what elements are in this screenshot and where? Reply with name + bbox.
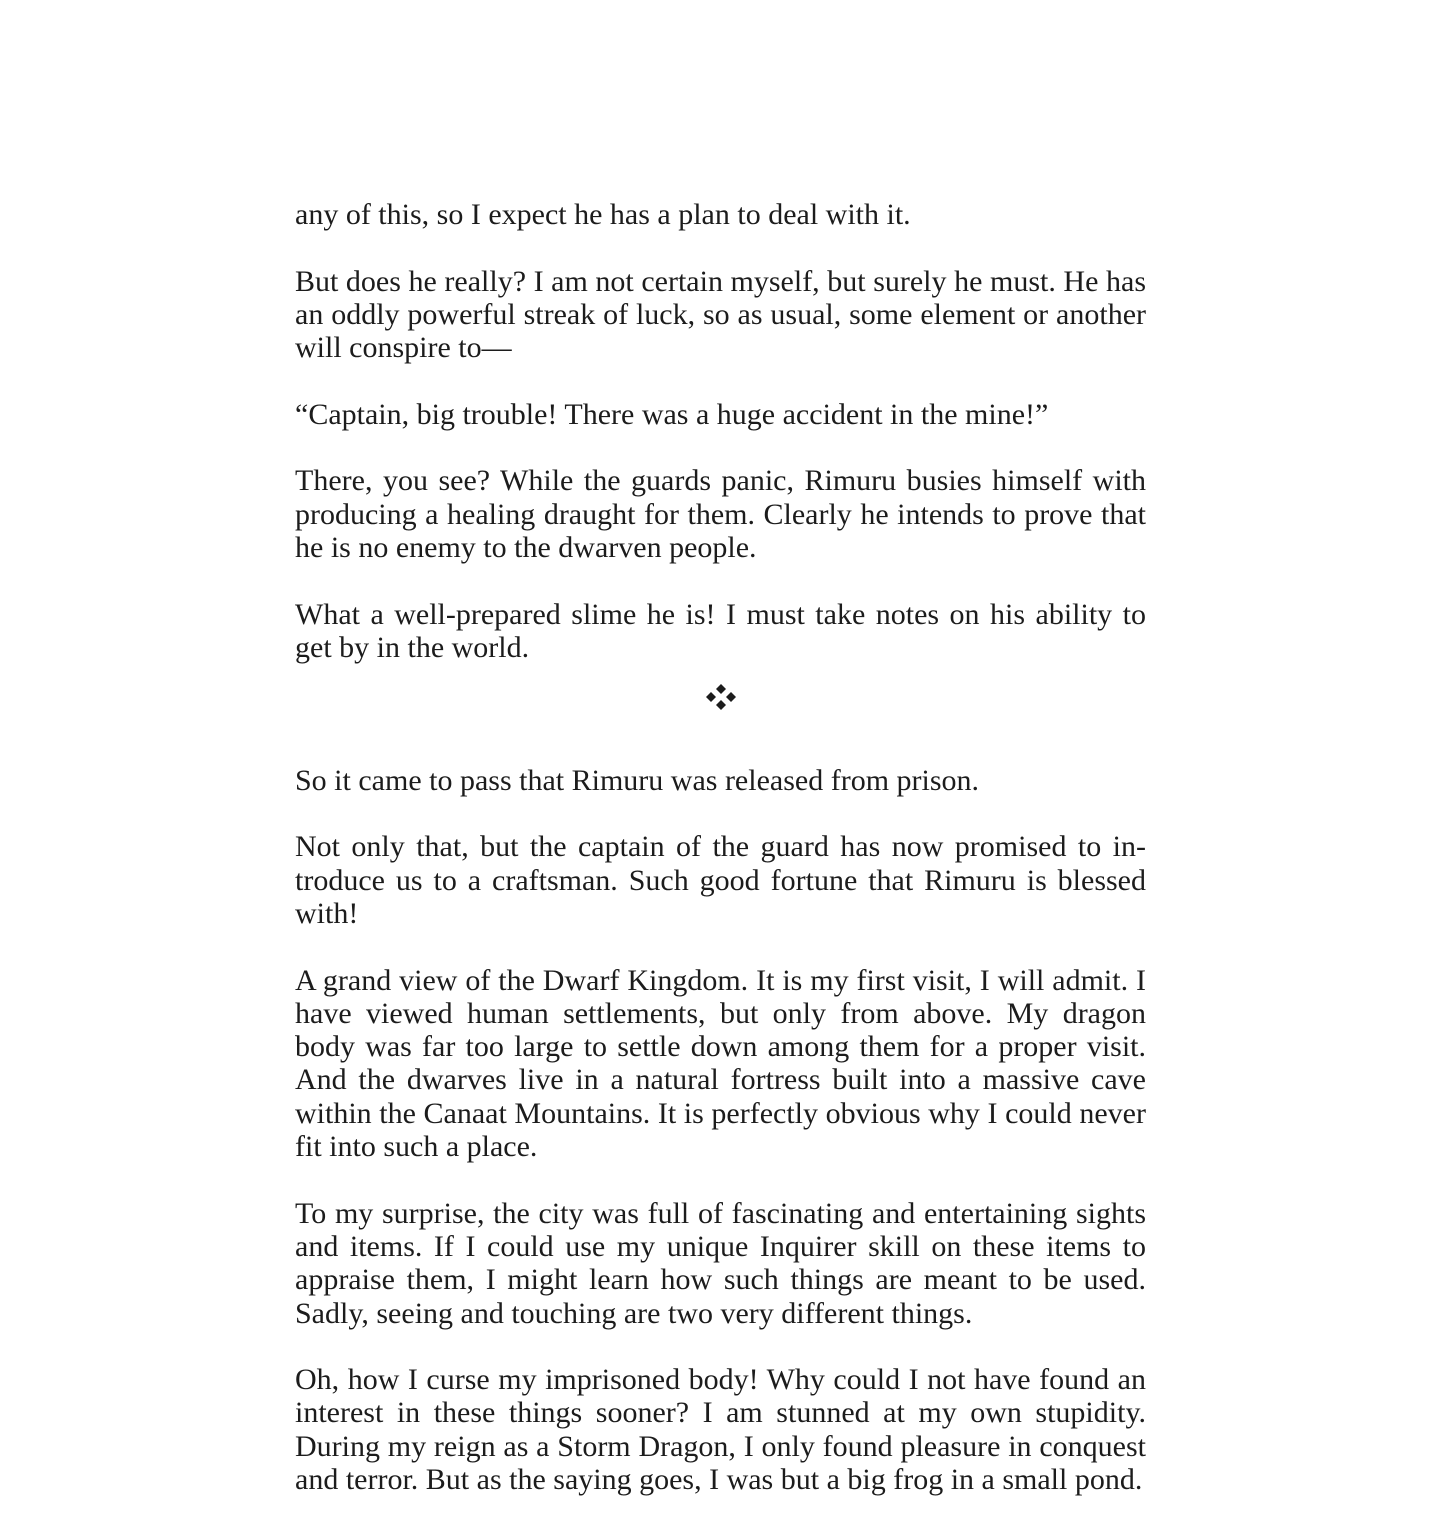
- paragraph-luck: But does he really? I am not certain myself, but surely he must. He has an oddly powerful streak of luck, so as usual, some element or another will conspire to—: [295, 264, 1146, 365]
- paragraph-city-sights: To my surprise, the city was full of fascinating and entertaining sights and items. If I could use my unique Inquirer skill on these items to appraise them, I might learn how such things are meant to be used. Sadly, seeing and touching are two very different things.: [295, 1196, 1146, 1330]
- paragraph-well-prepared-slime: What a well-prepared slime he is! I must take notes on his ability to get by in the world.: [295, 597, 1146, 664]
- paragraph-released-from-prison: So it came to pass that Rimuru was released from prison.: [295, 763, 980, 797]
- paragraph-continuation: any of this, so I expect he has a plan to deal with it.: [295, 198, 911, 231]
- book-page-text: [295, 198, 1146, 1530]
- paragraph-guards-panic: There, you see? While the guards panic, Rimuru busies himself with producing a healing draught for them. Clearly he intends to prove that he is no enemy to the dwarven people.: [295, 464, 1146, 564]
- four-diamond-ornament-icon: [705, 683, 737, 711]
- paragraph-craftsman: Not only that, but the captain of the guard has now promised to introduce us to a craftsman. Such good fortune that Rimuru is blessed with!: [295, 830, 1146, 930]
- scene-break: [295, 683, 1146, 716]
- paragraph-dwarf-kingdom: A grand view of the Dwarf Kingdom. It is my first visit, I will admit. I have viewed human settlements, but only from above. My dragon body was far too large to settle down among them for a proper visit. And the dwarves live in a natural fortress built into a massive cave within the Canaat Mountains. It is perfectly obvious why I could never fit into such a place.: [295, 963, 1146, 1164]
- paragraph-captain-dialogue: “Captain, big trouble! There was a huge accident in the mine!”: [295, 397, 1049, 431]
- paragraph-imprisoned-body: Oh, how I curse my imprisoned body! Why could I not have found an interest in these things sooner? I am stunned at my own stupidity. During my reign as a Storm Dragon, I only found pleasure in conquest and terror. But as the saying goes, I was but a big frog in a small pond.: [295, 1363, 1146, 1496]
